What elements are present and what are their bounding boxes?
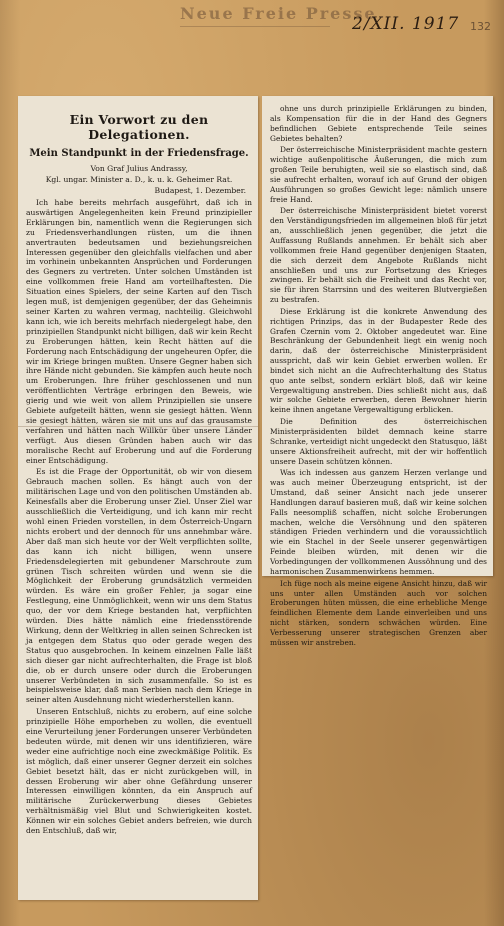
- right-paragraph: Was ich indessen aus ganzem Herzen verlange und was auch meiner Überzeugung entspricht, ist der Umstand, daß seiner Ansicht nach jede unserer Handlungen darauf basieren muß, daß wir keine solchen Falls neesompliß schaffen, nicht solche Eroberungen machen, welche die Versöhnung und den späteren ständigen Frieden verhindern und die voraussichtlich wie ein Stachel in der Seele unserer gegenwärtigen Feinde bleiben würden, mit denen wir die Vorbedingungen der vollkommenen Aussöhnung und des harmonischen Zusammenwirkens hemmen.: [270, 468, 487, 576]
- article-title: Ein Vorwort zu den Delegationen.: [69, 112, 209, 142]
- newspaper-stamp: Neue Freie Presse: [180, 4, 330, 27]
- clipping-left-column: [18, 96, 258, 900]
- page-number: 132: [470, 20, 491, 33]
- left-paragraph: Ich habe bereits mehrfach ausgeführt, daß ich in auswärtigen Angelegenheiten kein Freund prinzipieller Erklärungen bin, namentlich wenn die Regierungen sich zu Friedensverhandlungen rüsten, um die ihnen anvertrauten bedeutsamen und beziehungsreichen Interessen gegenüber den gleichfalls vielfachen und aber im vorhinein unbekannten Ansprüchen und Forderungen des Gegners zu vertreten. Unter solchen Umständen ist eine vollkommen freie Hand am vorteilhaftesten. Die Situation eines Spielers, der seine Karten auf den Tisch legen muß, ist demjenigen gegenüber, der das Geheimnis seiner Karten zu wahren vermag, nachteilig. Gleichwohl kann ich, wie ich bereits mehrfach niedergelegt habe, den prinzipiellen Standpunkt nicht billigen, daß wir kein Recht zu Eroberungen hätten, kein Recht hätten auf die Forderung nach Entschädigung der ungeheuren Opfer, die wir im Kriege bringen mußten. Unsere Gegner haben sich ihre Hände nicht gebunden. Sie kämpfen auch heute noch um Eroberungen. Ihre früher geschlossenen und nun veröffentlichten Verträge erbringen den Beweis, wie gierig und wie weit von allem Prinzipiellen sie unsere Gebiete aufgeteilt hätten, wenn sie gesiegt hätten. Wenn sie gesiegt hätten, wären sie mit uns auf das grausamste verfahren und hätten nach Willkür über unsere Länder verfügt. Aus diesen Gründen haben auch wir das moralische Recht auf Eroberung und auf die Forderung einer Entschädigung.: [26, 198, 252, 465]
- handwritten-date: 2/XII. 1917: [352, 14, 460, 34]
- right-paragraph: Diese Erklärung ist die konkrete Anwendung des richtigen Prinzips, das in der Budapester Rede des Grafen Czernin vom 2. Oktober angedeutet war. Eine Beschränkung der Gebundenheit liegt ein wenig noch darin, daß der österreichische Ministerpräsident ausspricht, daß wir kein Gebiet erwerben wollen. Er bindet sich nicht an die Aufrechterhaltung des Status quo ante selbst, sondern erklärt bloß, daß wir keine Vergewaltigung anstreben. Dies schließt nicht aus, daß wir solche Gebiete erwerben, deren Bewohner hierin keine ihnen angetane Vergewaltigung erblicken.: [270, 306, 487, 415]
- right-paragraph: Der österreichische Ministerpräsident machte gestern wichtige außenpolitische Äußerungen, die mich zum großen Teile beruhigten, weil sie so elastisch sind, daß sie aufrecht erhalten, worauf ich auf Grund der obigen Ausführungen so großes Gewicht lege: nämlich unsere freie Hand.: [270, 145, 487, 204]
- left-paragraph: Unseren Entschluß, nichts zu erobern, auf eine solche prinzipielle Höhe emporheben zu wollen, die eventuell eine Verurteilung jener Forderungen unserer Verbündeten bedeuten würde, mit denen wir uns identifizieren, wäre weder eine aufrichtige noch eine zweckmäßige Politik. Es ist möglich, daß einer unserer Gegner derzeit ein solches Gebiet besetzt hält, das er nicht zurückgeben will, in dessen Eroberung wir aber ohne Gefährdung unserer Interessen einwilligen könnten, da ein Anspruch auf militärische Zurückerwerbung dieses Gebietes verhältnismäßig viel Blut und Schwierigkeiten kostet. Können wir ein solches Gebiet anders befreien, wie durch den Entschluß, daß wir,: [26, 707, 252, 836]
- right-paragraph: ohne uns durch prinzipielle Erklärungen zu binden, als Kompensation für die in der Hand des Gegners befindlichen Gebiete entsprechende Teile seines Gebietes behalten?: [270, 104, 487, 143]
- right-paragraph: Die Definition des österreichischen Ministerpräsidenten bildet demnach keine starre Schranke, verteidigt nicht ungedeckt den Statusquo, läßt unsere Aktionsfreiheit aufrecht, mit der wir hoffentlich unsere Dasein schützen können.: [270, 417, 488, 466]
- article-dateline: Budapest, 1. Dezember.: [154, 186, 246, 195]
- article-subtitle: Mein Standpunkt in der Friedensfrage.: [29, 148, 249, 159]
- article-author: Von Graf Julius Andrassy,: [90, 164, 188, 173]
- clipping-right-column: [262, 96, 493, 647]
- fold-line: [18, 426, 258, 427]
- right-paragraph: Ich füge noch als meine eigene Ansicht hinzu, daß wir uns unter allen Umständen auch vor solchen Eroberungen hüten müssen, die eine erhebliche Menge feindlichen Elemente dem Lande einverleiben und uns nicht stärken, sondern schwächen würden. Eine Verbesserung unserer strategischen Grenzen aber müssen wir anstreben.: [270, 578, 487, 647]
- article-author-title: Kgl. ungar. Minister a. D., k. u. k. Geheimer Rat.: [45, 175, 233, 184]
- left-paragraph: Es ist die Frage der Opportunität, ob wir von diesem Gebrauch machen sollen. Es hängt auch von der militärischen Lage und von den politischen Umständen ab. Keinesfalls aber die Eroberung unser Ziel. Unser Ziel war ausschließlich die Verteidigung, und ich kann mir recht wohl einen Frieden vorstellen, in dem Österreich-Ungarn nichts erobert und der dennoch für uns annehmbar wäre. Aber daß man sich heute vor der Welt verpflichten sollte, das kann ich nicht billigen, wenn unsere Friedensdelegierten mit gebundener Marschroute zum grünen Tisch schreiten würden und wenn sie die Möglichkeit der Eroberung grundsätzlich vermeiden würden. Es wäre ein großer Fehler, ja sogar eine Festlegung, eine Unmöglichkeit, wenn wir uns dem Status quo, der vor dem Kriege bestanden hat, verpflichten würden. Dies hätte nämlich eine friedensstörende Wirkung, denn der Weltkrieg in allen seinen Schrecken ist ja entgegen dem Status quo oder gerade wegen des Status quo ausgebrochen. In keinem einzelnen Falle läßt sich dieser gar nicht aufrechterhalten, die Frage ist bloß die, ob er durch unsere oder durch die Eroberungen unserer Verbündeten in sich zusammenfalle. So ist es beispielsweise klar, daß man Serbien nach dem Kriege in seiner alten Ausdehnung nicht wiederherstellen kann.: [26, 467, 252, 705]
- right-paragraph: Der österreichische Ministerpräsident bietet vorerst den Verständigungsfrieden im allgemeinen bloß für jetzt an, ausschließlich jenen gegenüber, die jetzt die Auffassung Rußlands annehmen. Er behält sich aber vollkommen freie Hand gegenüber denjenigen Staaten, die sich derzeit dem Angebote Rußlands nicht anschließen und uns zur Fortsetzung des Krieges zwingen. Er behält sich die Freiheit und das Recht vor, sie für ihren Starrsinn und des weiteren Blutvergießen zu bestrafen.: [270, 206, 487, 305]
